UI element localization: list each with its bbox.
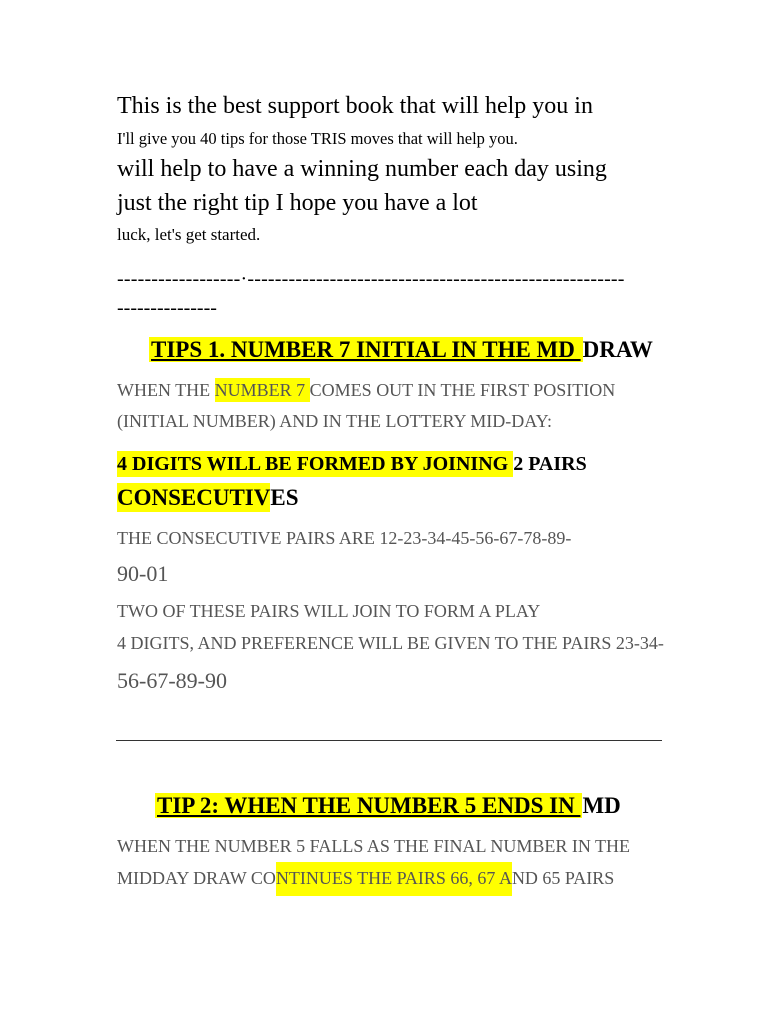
tip1-paragraph-2: (INITIAL NUMBER) AND IN THE LOTTERY MID-DAY: [117, 411, 552, 431]
tip1-p1-end: COMES OUT IN THE FIRST POSITION [309, 380, 616, 400]
tip1-p1-highlight: NUMBER 7 [214, 380, 310, 400]
tip1-heading-rest: DRAW [582, 337, 653, 362]
tip2-heading-highlight: TIP 2: WHEN THE NUMBER 5 ENDS IN [157, 793, 581, 818]
tip1-bold1-highlight: 4 DIGITS WILL BE FORMED BY JOINING [117, 453, 514, 475]
tip1-paragraph-5: TWO OF THESE PAIRS WILL JOIN TO FORM A PLAY [117, 601, 541, 621]
tip2-paragraph-2 [117, 868, 614, 889]
tip2-p2-start: MIDDAY DRAW CO [117, 868, 276, 888]
tip1-bold-line-2 [117, 485, 299, 511]
tip2-heading [155, 793, 621, 819]
tip1-paragraph-7: 56-67-89-90 [117, 668, 227, 693]
intro-line-4: just the right tip I hope you have a lot [117, 190, 478, 216]
tip1-bold-line-1 [117, 453, 587, 476]
tip2-paragraph-1: WHEN THE NUMBER 5 FALLS AS THE FINAL NUMBER IN THE [117, 836, 631, 856]
tip1-paragraph-4: 90-01 [117, 561, 169, 586]
tip2-p2-highlight: NTINUES THE PAIRS 66, 67 A [276, 862, 512, 896]
tip1-p1-start: WHEN THE [117, 380, 215, 400]
tip1-heading-highlight: TIPS 1. NUMBER 7 INITIAL IN THE MD [151, 337, 581, 362]
tip1-bold1-rest: 2 PAIRS [513, 453, 587, 475]
tip1-paragraph-1 [117, 380, 615, 401]
intro-line-3: will help to have a winning number each day using [117, 156, 607, 182]
separator-line-1: ------------------·------------------------------------------------------- [117, 268, 625, 290]
tip1-heading [149, 337, 653, 363]
tip1-paragraph-6: 4 DIGITS, AND PREFERENCE WILL BE GIVEN TO THE PAIRS 23-34- [117, 633, 664, 653]
section-divider [116, 740, 662, 741]
separator-line-2: --------------- [117, 297, 217, 319]
tip1-paragraph-3: THE CONSECUTIVE PAIRS ARE 12-23-34-45-56-67-78-89- [117, 528, 572, 548]
tip2-heading-rest: MD [582, 793, 621, 818]
tip1-bold2-highlight: CONSECUTIV [117, 485, 271, 510]
intro-line-1: This is the best support book that will help you in [117, 93, 593, 119]
tip1-bold2-rest: ES [270, 485, 299, 510]
intro-line-2: I'll give you 40 tips for those TRIS moves that will help you. [117, 129, 518, 148]
intro-line-5: luck, let's get started. [117, 225, 261, 244]
tip2-p2-end: ND 65 PAIRS [511, 868, 615, 888]
